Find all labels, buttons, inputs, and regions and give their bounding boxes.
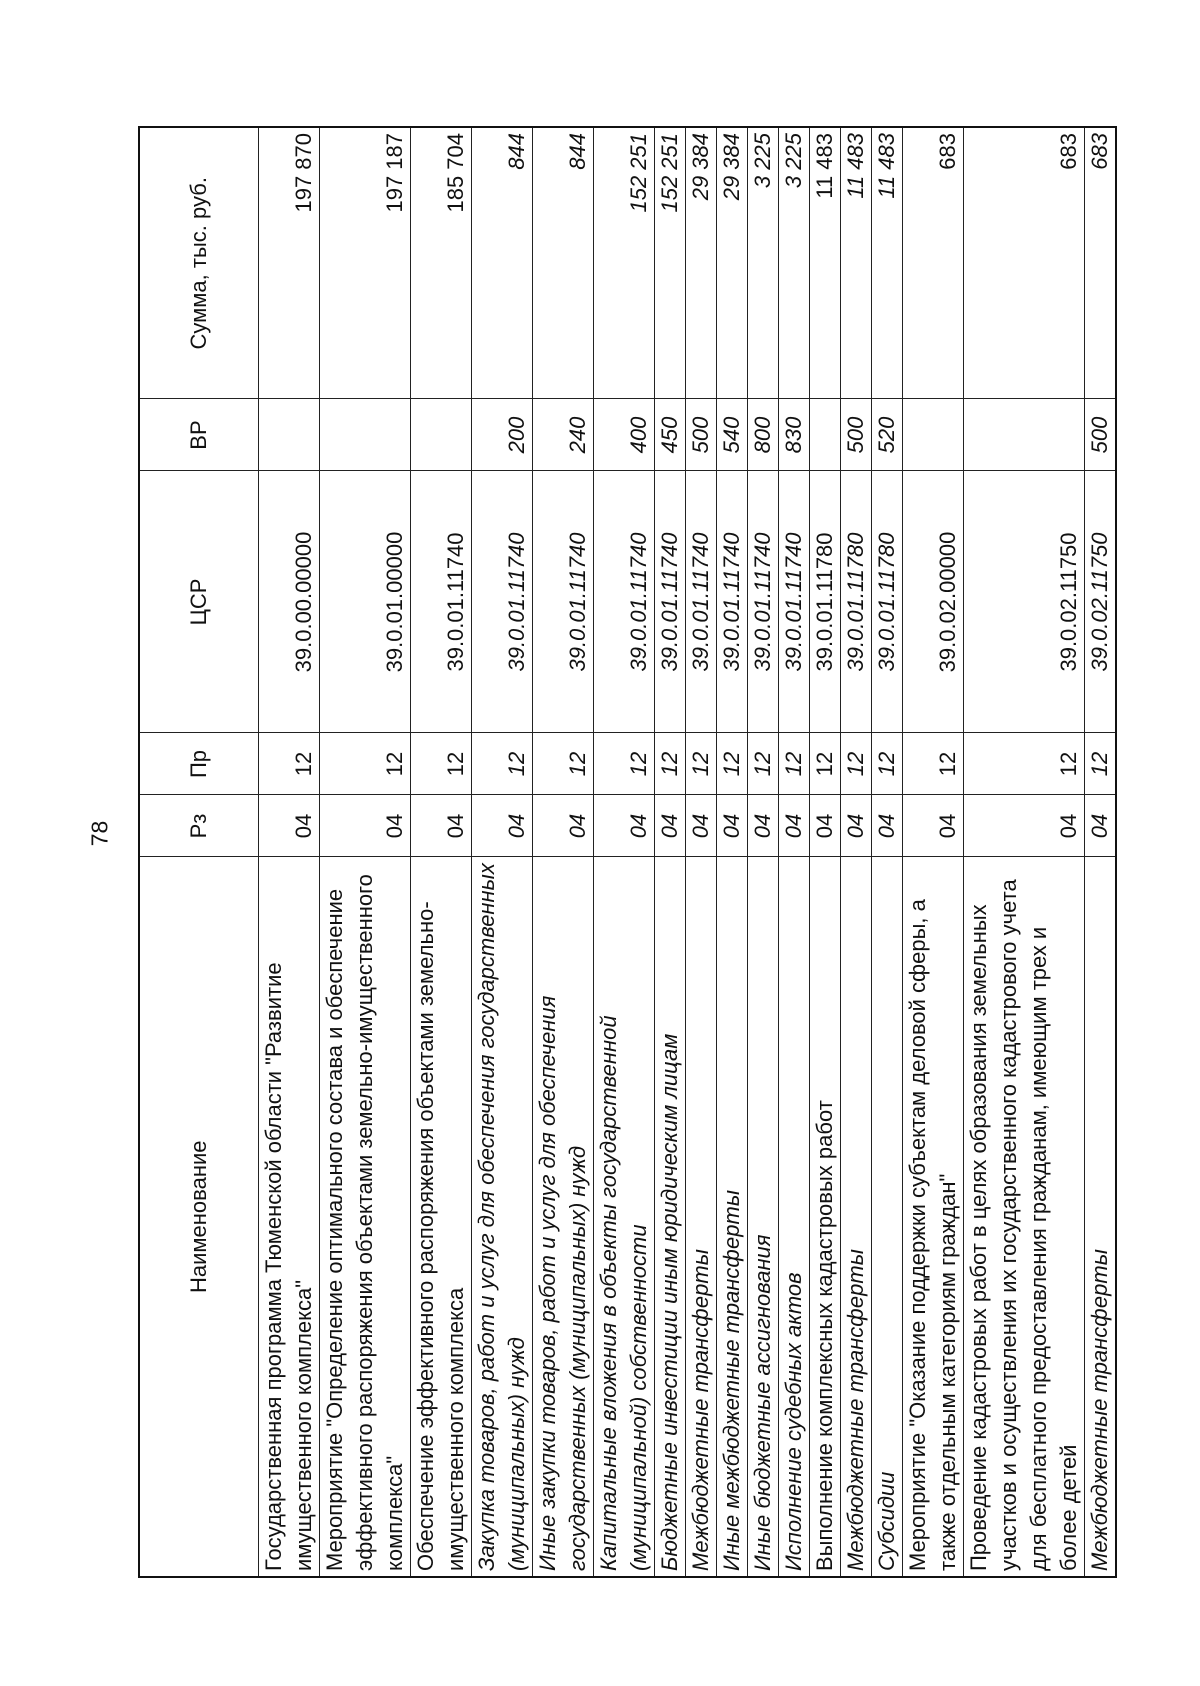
cell-csr: 39.0.00.00000 [259, 471, 320, 733]
cell-vr: 200 [472, 399, 533, 471]
cell-rz: 04 [1085, 795, 1117, 857]
cell-csr: 39.0.01.11780 [841, 471, 872, 733]
table-row [686, 127, 717, 1577]
cell-pr: 12 [1085, 733, 1117, 795]
table-row [810, 127, 841, 1577]
table-row [411, 127, 472, 1577]
rotated-table-wrapper [138, 128, 1112, 1578]
cell-rz: 04 [472, 795, 533, 857]
cell-rz: 04 [779, 795, 810, 857]
cell-pr: 12 [472, 733, 533, 795]
cell-pr: 12 [320, 733, 411, 795]
cell-name: Межбюджетные трансферты [1085, 857, 1117, 1577]
cell-name: Закупка товаров, работ и услуг для обеспечения государственных (муниципальных) нужд [472, 857, 533, 1577]
cell-sum: 29 384 [717, 127, 748, 399]
header-row [139, 127, 259, 1577]
cell-name: Обеспечение эффективного распоряжения объектами земельно-имущественного комплекса [411, 857, 472, 1577]
cell-csr: 39.0.02.11750 [964, 471, 1085, 733]
cell-vr: 830 [779, 399, 810, 471]
cell-vr: 540 [717, 399, 748, 471]
cell-sum: 197 870 [259, 127, 320, 399]
cell-vr: 500 [686, 399, 717, 471]
cell-pr: 12 [748, 733, 779, 795]
cell-pr: 12 [810, 733, 841, 795]
table-row [779, 127, 810, 1577]
cell-vr: 450 [655, 399, 686, 471]
cell-sum: 683 [903, 127, 964, 399]
table-row [872, 127, 903, 1577]
cell-csr: 39.0.01.11740 [533, 471, 594, 733]
cell-rz: 04 [903, 795, 964, 857]
cell-csr: 39.0.01.11780 [810, 471, 841, 733]
cell-sum: 197 187 [320, 127, 411, 399]
cell-name: Субсидии [872, 857, 903, 1577]
cell-sum: 152 251 [655, 127, 686, 399]
cell-rz: 04 [872, 795, 903, 857]
cell-name: Иные закупки товаров, работ и услуг для обеспечения государственных (муниципальных) нужд [533, 857, 594, 1577]
cell-pr: 12 [903, 733, 964, 795]
cell-vr [259, 399, 320, 471]
header-pr: Пр [139, 733, 259, 795]
cell-rz: 04 [411, 795, 472, 857]
cell-csr: 39.0.01.11740 [686, 471, 717, 733]
cell-pr: 12 [964, 733, 1085, 795]
cell-vr: 400 [594, 399, 655, 471]
cell-rz: 04 [748, 795, 779, 857]
cell-rz: 04 [964, 795, 1085, 857]
table-row [964, 127, 1085, 1577]
table-row [594, 127, 655, 1577]
cell-csr: 39.0.01.11780 [872, 471, 903, 733]
table-row [841, 127, 872, 1577]
cell-csr: 39.0.02.00000 [903, 471, 964, 733]
page-number: 78 [86, 820, 113, 847]
cell-rz: 04 [320, 795, 411, 857]
cell-sum: 3 225 [779, 127, 810, 399]
cell-vr: 240 [533, 399, 594, 471]
cell-sum: 29 384 [686, 127, 717, 399]
cell-vr: 500 [841, 399, 872, 471]
cell-name: Государственная программа Тюменской области "Развитие имущественного комплекса" [259, 857, 320, 1577]
table-row [717, 127, 748, 1577]
table-row [748, 127, 779, 1577]
cell-rz: 04 [533, 795, 594, 857]
cell-csr: 39.0.01.11740 [472, 471, 533, 733]
cell-sum: 844 [472, 127, 533, 399]
header-vr: ВР [139, 399, 259, 471]
cell-rz: 04 [686, 795, 717, 857]
cell-pr: 12 [594, 733, 655, 795]
cell-pr: 12 [717, 733, 748, 795]
cell-sum: 3 225 [748, 127, 779, 399]
cell-pr: 12 [655, 733, 686, 795]
table-row [320, 127, 411, 1577]
cell-name: Межбюджетные трансферты [841, 857, 872, 1577]
cell-vr: 520 [872, 399, 903, 471]
cell-sum: 683 [964, 127, 1085, 399]
header-csr: ЦСР [139, 471, 259, 733]
cell-vr [903, 399, 964, 471]
header-sum: Сумма, тыс. руб. [139, 127, 259, 399]
cell-sum: 683 [1085, 127, 1117, 399]
cell-csr: 39.0.01.11740 [779, 471, 810, 733]
cell-name: Иные межбюджетные трансферты [717, 857, 748, 1577]
cell-name: Иные бюджетные ассигнования [748, 857, 779, 1577]
cell-csr: 39.0.01.11740 [655, 471, 686, 733]
cell-sum: 11 483 [810, 127, 841, 399]
header-name: Наименование [139, 857, 259, 1577]
table-row [533, 127, 594, 1577]
cell-rz: 04 [594, 795, 655, 857]
cell-sum: 844 [533, 127, 594, 399]
cell-name: Проведение кадастровых работ в целях образования земельных участков и осуществления их государственного кадастрового учета для бесплатного предоставления гражданам, имеющим трех и более детей [964, 857, 1085, 1577]
cell-pr: 12 [872, 733, 903, 795]
cell-pr: 12 [259, 733, 320, 795]
cell-name: Мероприятие "Определение оптимального состава и обеспечение эффективного распоряжения объектами земельно-имущественного комплекса" [320, 857, 411, 1577]
cell-csr: 39.0.01.11740 [594, 471, 655, 733]
cell-csr: 39.0.01.00000 [320, 471, 411, 733]
cell-rz: 04 [655, 795, 686, 857]
table-row [655, 127, 686, 1577]
cell-sum: 11 483 [872, 127, 903, 399]
table-body [259, 127, 1117, 1577]
cell-rz: 04 [810, 795, 841, 857]
cell-pr: 12 [411, 733, 472, 795]
cell-name: Выполнение комплексных кадастровых работ [810, 857, 841, 1577]
cell-csr: 39.0.01.11740 [411, 471, 472, 733]
table-row [472, 127, 533, 1577]
cell-csr: 39.0.02.11750 [1085, 471, 1117, 733]
cell-vr [964, 399, 1085, 471]
cell-csr: 39.0.01.11740 [717, 471, 748, 733]
cell-pr: 12 [779, 733, 810, 795]
header-rz: Рз [139, 795, 259, 857]
cell-pr: 12 [686, 733, 717, 795]
table-row [903, 127, 964, 1577]
cell-pr: 12 [841, 733, 872, 795]
cell-name: Межбюджетные трансферты [686, 857, 717, 1577]
cell-vr [320, 399, 411, 471]
cell-rz: 04 [841, 795, 872, 857]
cell-name: Капитальные вложения в объекты государственной (муниципальной) собственности [594, 857, 655, 1577]
budget-table [138, 126, 1117, 1578]
cell-name: Мероприятие "Оказание поддержки субъектам деловой сферы, а также отдельным категориям граждан" [903, 857, 964, 1577]
cell-vr: 500 [1085, 399, 1117, 471]
cell-vr: 800 [748, 399, 779, 471]
cell-sum: 185 704 [411, 127, 472, 399]
cell-csr: 39.0.01.11740 [748, 471, 779, 733]
cell-sum: 152 251 [594, 127, 655, 399]
cell-rz: 04 [717, 795, 748, 857]
cell-name: Исполнение судебных актов [779, 857, 810, 1577]
cell-name: Бюджетные инвестиции иным юридическим лицам [655, 857, 686, 1577]
cell-vr [411, 399, 472, 471]
table-row [259, 127, 320, 1577]
cell-sum: 11 483 [841, 127, 872, 399]
table-row [1085, 127, 1117, 1577]
cell-rz: 04 [259, 795, 320, 857]
cell-pr: 12 [533, 733, 594, 795]
cell-vr [810, 399, 841, 471]
